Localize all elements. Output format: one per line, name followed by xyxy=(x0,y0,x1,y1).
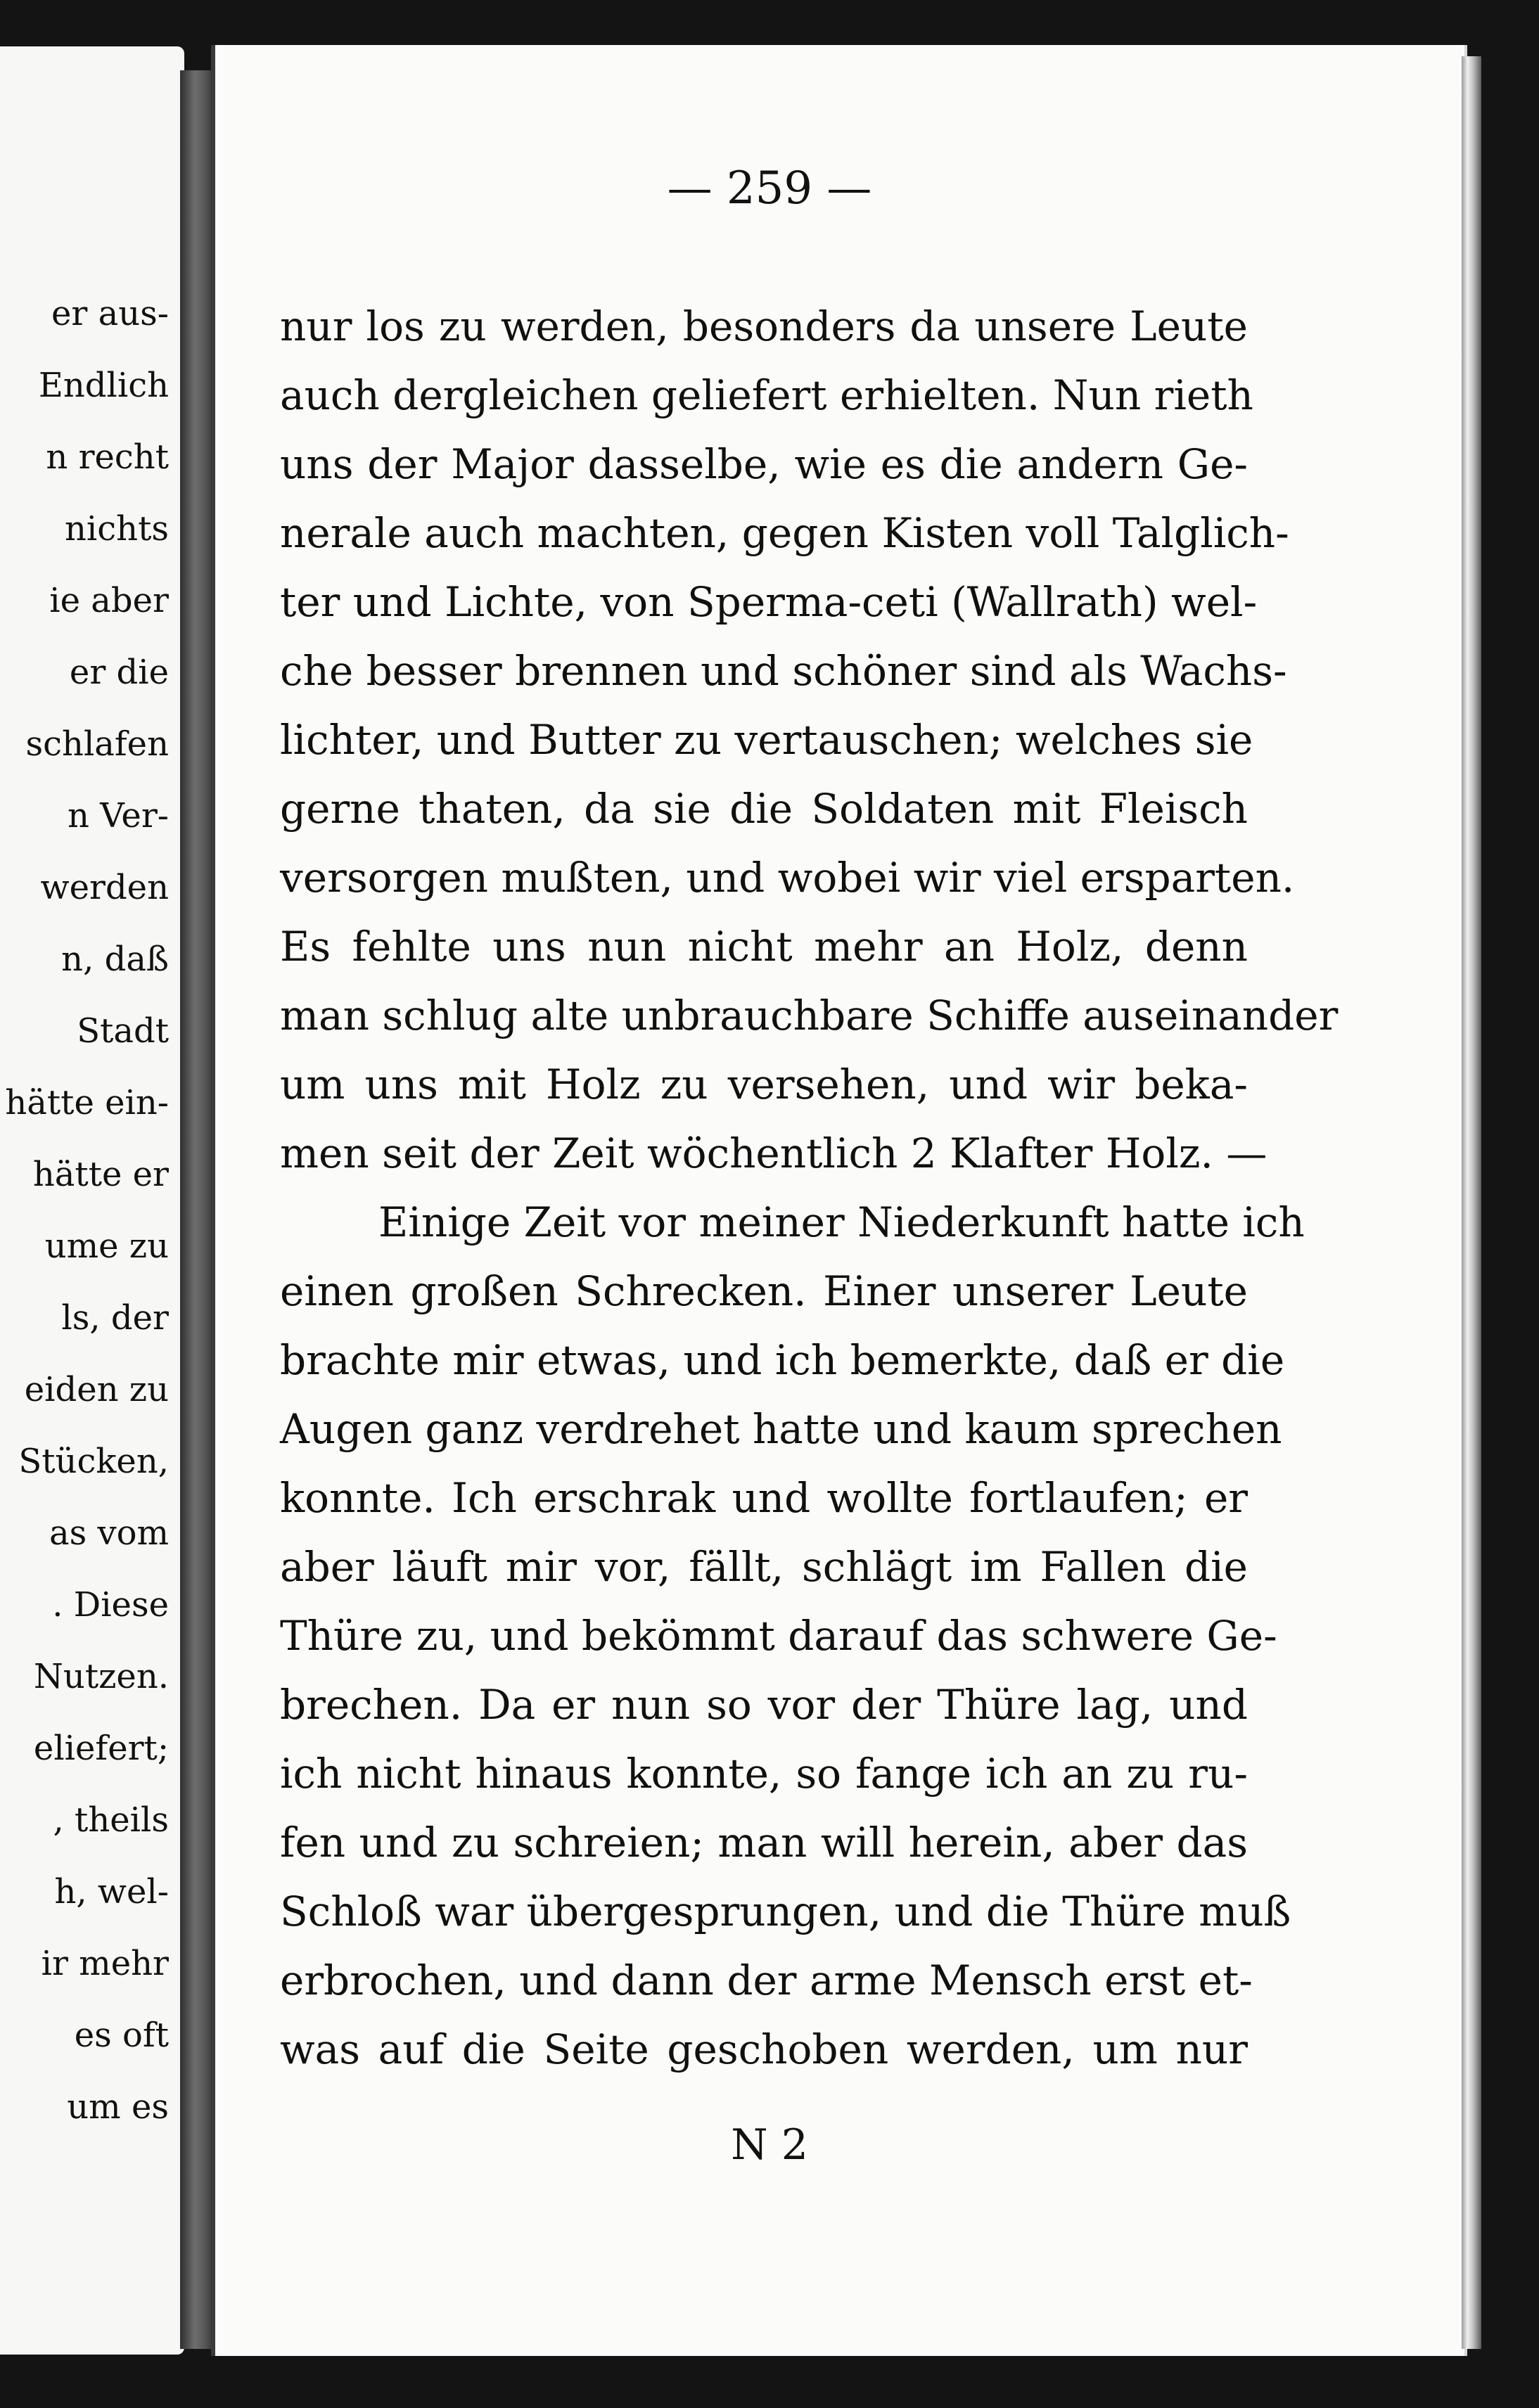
left-page-line: ie aber xyxy=(49,581,169,620)
left-page-line: hätte ein- xyxy=(5,1083,169,1122)
text-line: was auf die Seite geschoben werden, um nur xyxy=(280,2025,1248,2073)
text-line: auch dergleichen geliefert erhielten. Nun rieth xyxy=(280,371,1253,419)
left-page-line: n Ver- xyxy=(68,796,169,835)
text-line: uns der Major dasselbe, wie es die andern Ge- xyxy=(280,440,1248,488)
text-line: man schlug alte unbrauchbare Schiffe auseinander xyxy=(280,992,1339,1039)
page-edge xyxy=(1462,56,1481,2349)
text-line: men seit der Zeit wöchentlich 2 Klafter Holz. — xyxy=(280,1129,1267,1177)
text-line: Thüre zu, und bekömmt darauf das schwere Ge- xyxy=(280,1612,1277,1660)
text-line: fen und zu schreien; man will herein, aber das xyxy=(280,1819,1248,1866)
text-line: nerale auch machten, gegen Kisten voll Talglich- xyxy=(280,509,1289,557)
text-line: Es fehlte uns nun nicht mehr an Holz, denn xyxy=(280,923,1248,971)
text-line: erbrochen, und dann der arme Mensch erst et- xyxy=(280,1956,1253,2004)
text-line: lichter, und Butter zu vertauschen; welches sie xyxy=(280,716,1253,764)
left-page-line: ume zu xyxy=(44,1227,169,1266)
text-line: Einige Zeit vor meiner Niederkunft hatte ich xyxy=(378,1198,1305,1246)
text-line: Augen ganz verdrehet hatte und kaum sprechen xyxy=(280,1405,1282,1453)
left-page-line: , theils xyxy=(53,1800,169,1840)
text-line: ich nicht hinaus konnte, so fange ich an zu ru- xyxy=(280,1750,1248,1798)
left-page-line: Endlich xyxy=(38,366,169,405)
page-number: — 259 — xyxy=(667,162,872,214)
text-line: che besser brennen und schöner sind als Wachs- xyxy=(280,647,1287,695)
text-line: konnte. Ich erschrak und wollte fortlaufen; er xyxy=(280,1474,1248,1522)
text-line: ter und Lichte, von Sperma-ceti (Wallrath) wel- xyxy=(280,578,1258,626)
left-page-line: um es xyxy=(67,2087,169,2127)
left-page-line: . Diese xyxy=(52,1585,169,1625)
left-page-line: es oft xyxy=(74,2016,169,2055)
text-line: aber läuft mir vor, fällt, schlägt im Fallen die xyxy=(280,1543,1248,1591)
left-page-line: werden xyxy=(40,868,169,907)
text-line: Schloß war übergesprungen, und die Thüre muß xyxy=(280,1888,1291,1935)
left-page-line: er aus- xyxy=(51,294,169,333)
left-page-line: eiden zu xyxy=(24,1370,169,1409)
text-line: versorgen mußten, und wobei wir viel ersparten. xyxy=(280,854,1295,902)
text-line: gerne thaten, da sie die Soldaten mit Fleisch xyxy=(280,785,1248,833)
left-page-line: schlafen xyxy=(25,724,169,764)
text-line: brachte mir etwas, und ich bemerkte, daß er die xyxy=(280,1336,1285,1384)
printer-signature-mark: N 2 xyxy=(731,2120,808,2170)
left-page-line: er die xyxy=(69,653,169,692)
left-page-line: Stadt xyxy=(77,1011,169,1051)
text-line: brechen. Da er nun so vor der Thüre lag, und xyxy=(280,1681,1248,1729)
left-page-line: n, daß xyxy=(61,940,169,979)
left-page-line: ls, der xyxy=(61,1298,169,1338)
left-page-line: as vom xyxy=(49,1513,169,1553)
left-page-line: Nutzen. xyxy=(33,1657,169,1696)
left-page-line: n recht xyxy=(46,437,169,477)
left-page-line: eliefert; xyxy=(33,1729,169,1768)
text-line: um uns mit Holz zu versehen, und wir beka- xyxy=(280,1061,1248,1108)
left-page-line: nichts xyxy=(65,509,169,549)
text-line: nur los zu werden, besonders da unsere Leute xyxy=(280,302,1248,350)
left-page-line: h, wel- xyxy=(54,1872,169,1911)
left-page-fragment xyxy=(0,46,184,2355)
left-page-line: Stücken, xyxy=(18,1442,169,1481)
left-page-line: ir mehr xyxy=(41,1944,169,1983)
text-line: einen großen Schrecken. Einer unserer Leute xyxy=(280,1267,1248,1315)
left-page-line: hätte er xyxy=(32,1155,169,1194)
